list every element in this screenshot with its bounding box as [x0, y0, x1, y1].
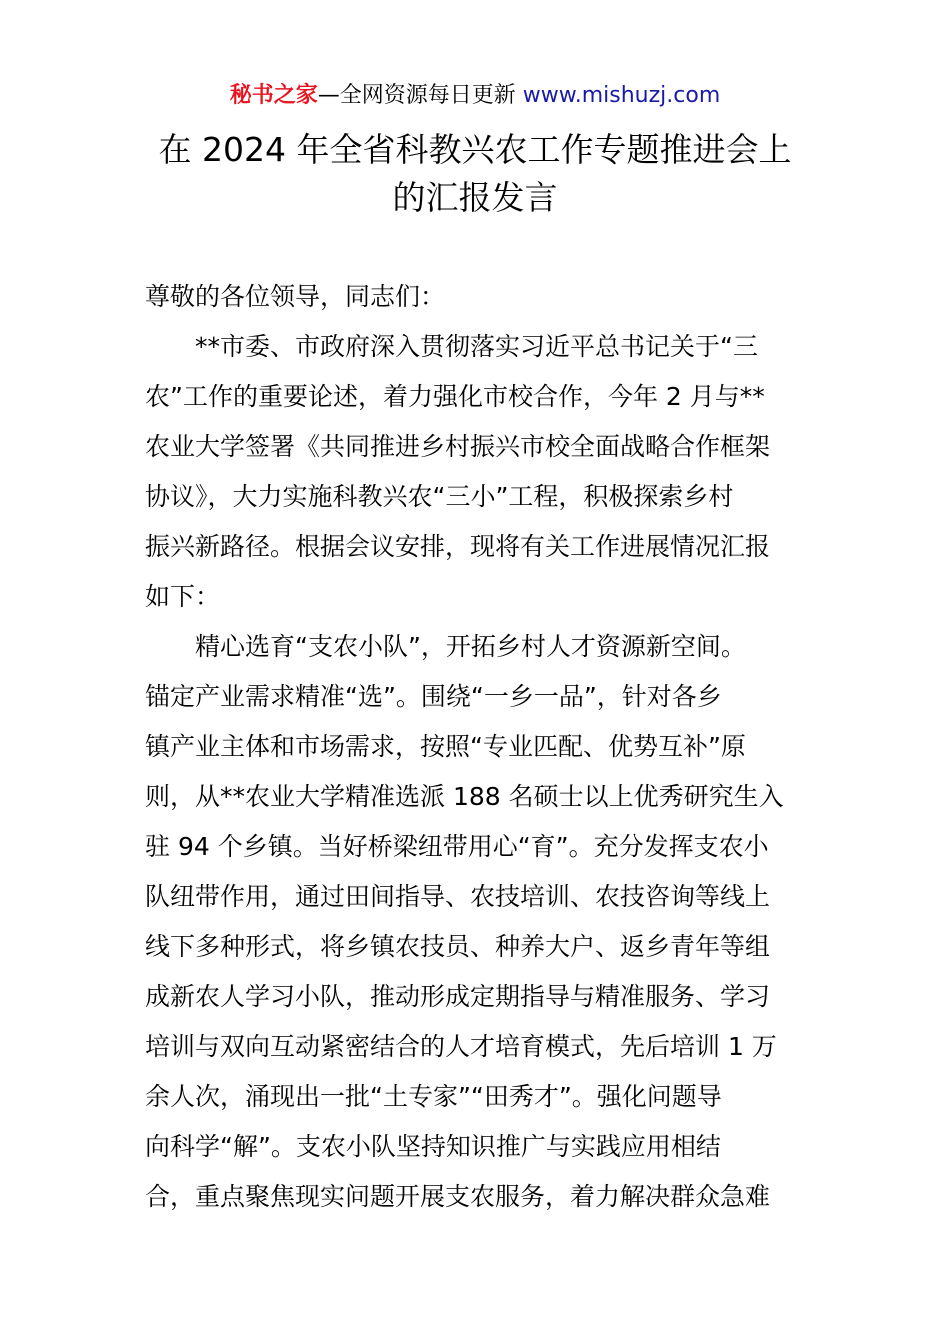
paragraph-line: 锚定产业需求精准“选”。围绕“一乡一品”，针对各乡 [145, 682, 722, 711]
document-title [100, 126, 850, 222]
paragraph-line: 驻 94 个乡镇。当好桥梁纽带用心“育”。充分发挥支农小 [145, 832, 769, 861]
paragraph-line: 振兴新路径。根据会议安排，现将有关工作进展情况汇报 [145, 532, 771, 561]
paragraph-line: 队纽带作用，通过田间指导、农技培训、农技咨询等线上 [145, 882, 771, 911]
paragraph-line: 农业大学签署《共同推进乡村振兴市校全面战略合作框架 [145, 432, 771, 461]
paragraph-line: 农”工作的重要论述，着力强化市校合作，今年 2 月与** [145, 382, 765, 411]
title-line: 在 2024 年全省科教兴农工作专题推进会上 [158, 130, 792, 169]
paragraph-line: 协议》，大力实施科教兴农“三小”工程，积极探索乡村 [145, 482, 734, 511]
site-url: www.mishuzj.com [522, 83, 721, 108]
paragraph-line: 镇产业主体和市场需求，按照“专业匹配、优势互补”原 [145, 732, 746, 761]
salutation: 尊敬的各位领导，同志们： [145, 282, 446, 311]
paragraph-line: 成新农人学习小队，推动形成定期指导与精准服务、学习 [145, 982, 771, 1011]
paragraph-line: 余人次，涌现出一批“土专家”“田秀才”。强化问题导 [145, 1082, 722, 1111]
section-heading-line: 精心选育“支农小队”，开拓乡村人才资源新空间。 [195, 632, 746, 661]
paragraph-line: 向科学“解”。支农小队坚持知识推广与实践应用相结 [145, 1132, 721, 1161]
paragraph-line: 合，重点聚焦现实问题开展支农服务，着力解决群众急难 [145, 1182, 771, 1211]
paragraph-line: 则，从**农业大学精准选派 188 名硕士以上优秀研究生入 [145, 782, 784, 811]
paragraph-line: 线下多种形式，将乡镇农技员、种养大户、返乡青年等组 [145, 932, 771, 961]
title-line: 的汇报发言 [392, 178, 558, 217]
paragraph-line: **市委、市政府深入贯彻落实习近平总书记关于“三 [195, 332, 758, 361]
brand-name: 秘书之家 [229, 83, 318, 108]
banner-tagline: —全网资源每日更新 [317, 83, 523, 108]
site-banner [0, 80, 950, 112]
document-body [145, 272, 810, 1222]
paragraph-line: 如下： [145, 582, 221, 611]
paragraph-line: 培训与双向互动紧密结合的人才培育模式，先后培训 1 万 [145, 1032, 777, 1061]
